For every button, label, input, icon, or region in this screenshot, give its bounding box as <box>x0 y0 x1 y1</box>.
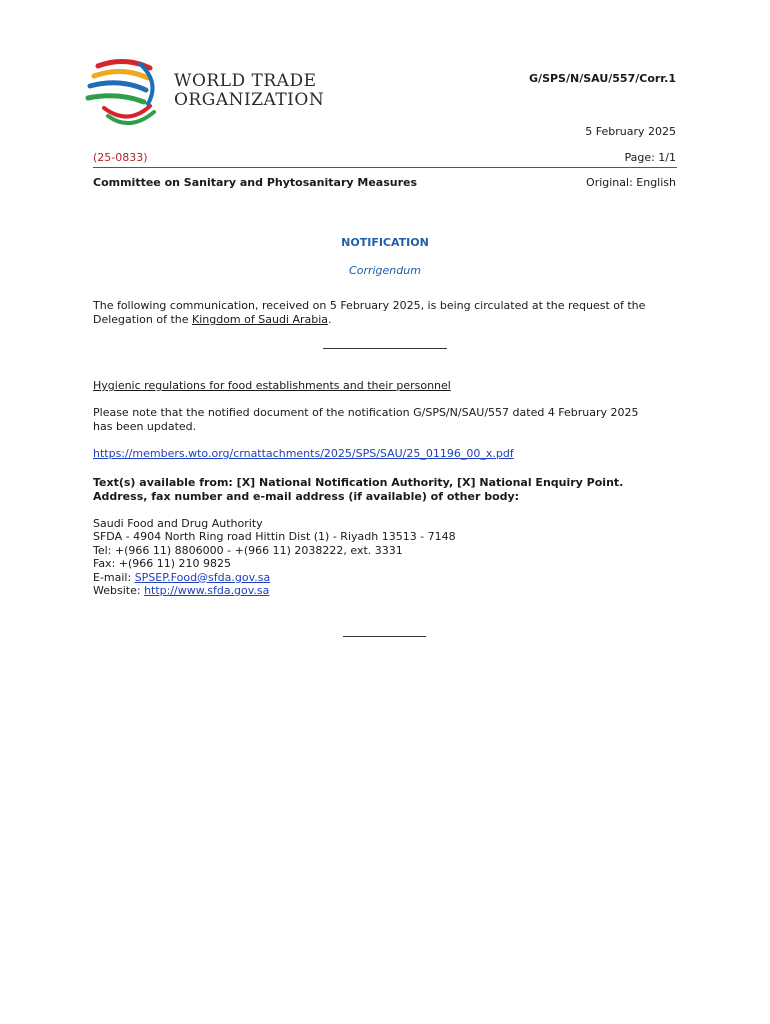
intro-line1: The following communication, received on 5 February 2025, is being circulated at the request of the <box>93 299 646 312</box>
org-name-line1: WORLD TRADE <box>174 71 317 91</box>
texts-available-paragraph <box>93 476 677 504</box>
note-line1: Please note that the notified document of the notification G/SPS/N/SAU/557 dated 4 February 2025 <box>93 406 639 419</box>
intro-paragraph <box>93 299 677 327</box>
corrigendum-subtitle: Corrigendum <box>349 264 421 277</box>
notifying-member: Kingdom of Saudi Arabia <box>192 313 329 326</box>
attachment-link[interactable]: https://members.wto.org/crnattachments/2025/SPS/SAU/25_01196_00_x.pdf <box>93 447 514 460</box>
address-email-row <box>93 571 677 584</box>
address-line2: SFDA - 4904 North Ring road Hittin Dist (1) - Riyadh 13513 - 7148 <box>93 530 456 544</box>
address-phone: Tel: +(966 11) 8806000 - +(966 11) 2038222, ext. 3331 <box>93 543 403 557</box>
wto-logo <box>84 58 344 130</box>
note-paragraph <box>93 406 677 434</box>
wto-logo-mark-icon <box>84 58 164 130</box>
note-line2: has been updated. <box>93 420 197 433</box>
original-language: Original: English <box>586 176 676 189</box>
attachment-link-row <box>93 447 677 461</box>
texts-line1: Text(s) available from: [X] National Notification Authority, [X] National Enquiry Point. <box>93 476 624 489</box>
wto-wordmark <box>174 72 324 110</box>
end-separator-line <box>343 636 426 637</box>
website-label: Website: <box>93 584 145 598</box>
page-number: Page: 1/1 <box>624 151 676 164</box>
notification-title: NOTIFICATION <box>341 236 429 249</box>
address-line1: Saudi Food and Drug Authority <box>93 517 263 530</box>
address-website-row <box>93 584 677 597</box>
document-symbol: G/SPS/N/SAU/557/Corr.1 <box>529 72 676 85</box>
org-name-line2: ORGANIZATION <box>174 90 325 110</box>
header-divider <box>93 167 677 168</box>
separator-line <box>323 348 447 349</box>
document-date: 5 February 2025 <box>585 125 676 138</box>
email-link[interactable]: SPSEP.Food@sfda.gov.sa <box>134 570 271 584</box>
email-label: E-mail: <box>93 570 135 584</box>
intro-line2-prefix: Delegation of the <box>93 313 192 326</box>
texts-line2: Address, fax number and e-mail address (if available) of other body: <box>93 490 520 503</box>
committee-name: Committee on Sanitary and Phytosanitary Measures <box>93 176 418 189</box>
website-link[interactable]: http://www.sfda.gov.sa <box>144 584 270 598</box>
contact-address <box>93 517 677 597</box>
intro-line2 <box>93 313 677 327</box>
subject-title: Hygienic regulations for food establishments and their personnel <box>93 379 451 392</box>
intro-suffix: . <box>328 313 332 326</box>
job-number: (25-0833) <box>93 151 148 164</box>
address-fax: Fax: +(966 11) 210 9825 <box>93 557 232 571</box>
